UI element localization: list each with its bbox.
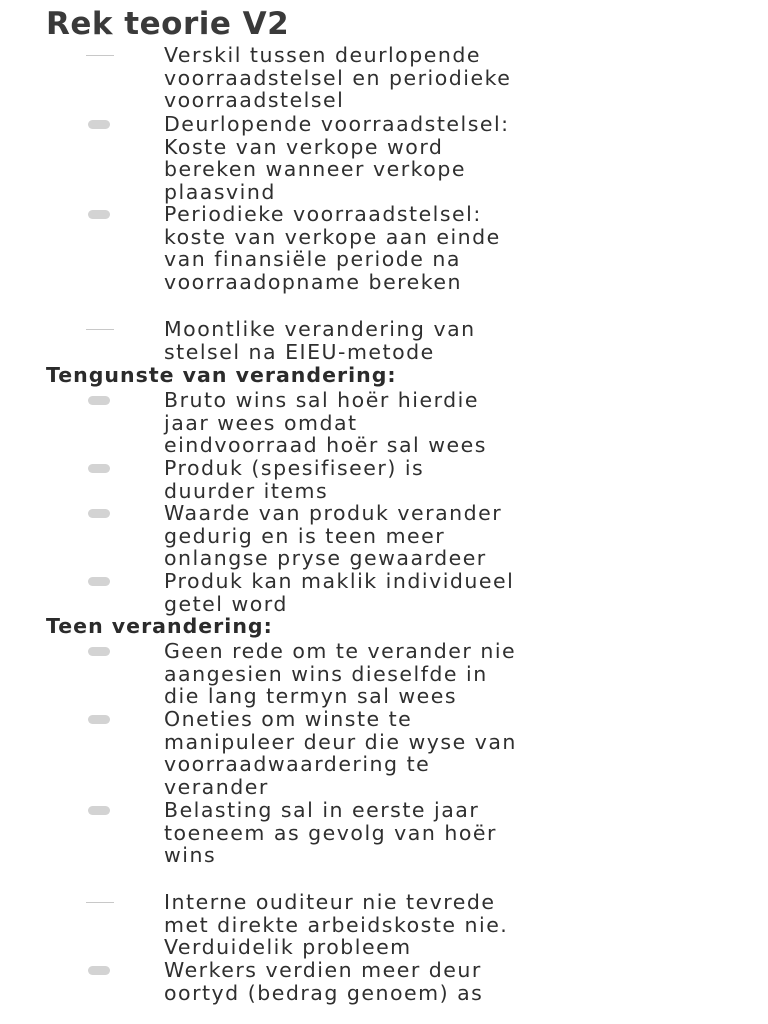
list-item-text: Belasting sal in eerste jaar toeneem as gevolg van hoër wins xyxy=(164,798,497,868)
list-item-text: Periodieke voorraadstelsel: koste van verkope aan einde van finansiële periode na voorraadopname bereken xyxy=(164,202,501,294)
list-item-text: Oneties om winste te manipuleer deur die wyse van voorraadwaardering te verander xyxy=(164,707,517,799)
list-item-text: Produk kan maklik individueel getel word xyxy=(164,569,515,616)
bullet-marker xyxy=(88,120,110,129)
bullet-marker xyxy=(88,966,110,975)
bullet-marker xyxy=(88,715,110,724)
list-item-text: Bruto wins sal hoër hierdie jaar wees omdat eindvoorraad hoër sal wees xyxy=(164,388,487,458)
bullet-marker xyxy=(88,210,110,219)
list-item-text: Produk (spesifiseer) is duurder items xyxy=(164,456,425,503)
list-item-text: Werkers verdien meer deur oortyd (bedrag genoem) as xyxy=(164,958,484,1005)
section-heading: Teen verandering: xyxy=(46,614,273,638)
dash-marker xyxy=(86,329,114,330)
page-title: Rek teorie V2 xyxy=(46,6,290,42)
list-item-text: Waarde van produk verander gedurig en is teen meer onlangse pryse gewaardeer xyxy=(164,501,503,571)
bullet-marker xyxy=(88,806,110,815)
list-item-text: Geen rede om te verander nie aangesien wins dieselfde in die lang termyn sal wees xyxy=(164,639,517,709)
list-item-text: Deurlopende voorraadstelsel: Koste van verkope word bereken wanneer verkope plaasvind xyxy=(164,112,510,204)
bullet-marker xyxy=(88,577,110,586)
list-item-text: Interne ouditeur nie tevrede met direkte arbeidskoste nie. Verduidelik probleem xyxy=(164,890,509,960)
dash-marker xyxy=(86,902,114,903)
list-item-text: Moontlike verandering van stelsel na EIEU-metode xyxy=(164,317,476,364)
dash-marker xyxy=(86,55,114,56)
bullet-marker xyxy=(88,647,110,656)
bullet-marker xyxy=(88,396,110,405)
bullet-marker xyxy=(88,464,110,473)
section-heading: Tengunste van verandering: xyxy=(46,363,397,387)
list-item-text: Verskil tussen deurlopende voorraadstelsel en periodieke voorraadstelsel xyxy=(164,43,512,113)
bullet-marker xyxy=(88,509,110,518)
